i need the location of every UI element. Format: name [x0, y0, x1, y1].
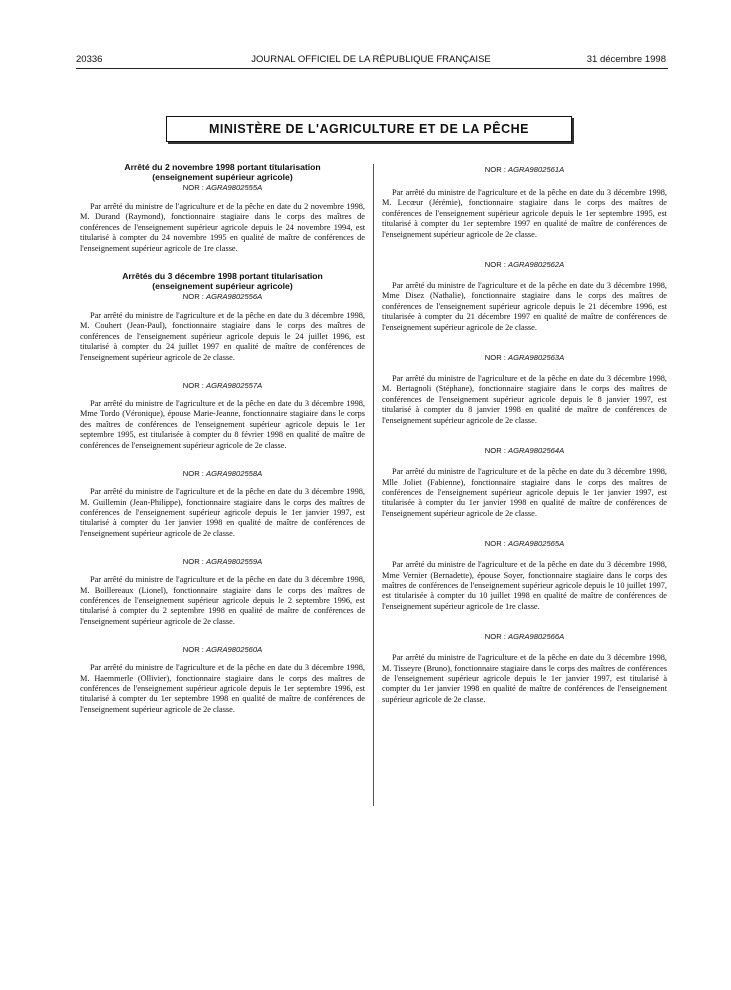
nor-code: AGRA9802556A [206, 292, 263, 302]
nor-label: NOR : [182, 557, 204, 567]
decree-text: Par arrêté du ministre de l'agriculture et de la pêche en date du 3 décembre 1998, M. Guillemin (Jean-Philippe), fonctionnaire stagiaire dans le corps des maîtres de conférences de l'enseignement supérieur agricole depuis le 1er janvier 1997, est titularisé à compter du 1er janvier 1998 en qualité de maître de conférences de l'enseignement supérieur agricole de 2e classe. [80, 487, 365, 538]
nor-code: AGRA9802558A [206, 469, 263, 479]
decree-block [80, 469, 365, 539]
nor-reference [382, 539, 667, 549]
header-rule [76, 68, 668, 69]
nor-label: NOR : [484, 260, 506, 270]
decree-block [80, 271, 365, 363]
nor-code: AGRA9802562A [508, 260, 565, 270]
ministry-box [166, 116, 572, 142]
nor-label: NOR : [484, 353, 506, 363]
nor-label: NOR : [484, 632, 506, 642]
decree-text: Par arrêté du ministre de l'agriculture et de la pêche en date du 3 décembre 1998, M. Couhert (Jean-Paul), fonctionnaire stagiaire dans le corps des maîtres de conférences de l'enseignement supérieur agricole depuis le 24 juillet 1996, est titularisé à compter du 24 juillet 1997 en qualité de maître de conférences de l'enseignement supérieur agricole de 2e classe. [80, 311, 365, 362]
nor-reference [80, 183, 365, 193]
nor-code: AGRA9802565A [508, 539, 565, 549]
nor-reference [382, 353, 667, 363]
decree-block [382, 260, 667, 333]
decree-subtitle: (enseignement supérieur agricole) [152, 281, 293, 292]
nor-reference [382, 632, 667, 642]
ministry-title: MINISTÈRE DE L'AGRICULTURE ET DE LA PÊCHE [208, 122, 529, 136]
nor-label: NOR : [182, 381, 204, 391]
nor-reference [80, 469, 365, 479]
nor-code: AGRA9802566A [508, 632, 565, 642]
nor-reference [382, 446, 667, 456]
decree-text: Par arrêté du ministre de l'agriculture et de la pêche en date du 3 décembre 1998, Mme Tordo (Véronique), épouse Marie-Jeanne, fonctionnaire stagiaire dans le corps des maîtres de conférences de l'enseignement supérieur agricole depuis le 1er septembre 1995, est titularisée à compter du 8 février 1998 en qualité de maître de conférences de l'enseignement supérieur agricole de 2e classe. [80, 399, 365, 450]
decree-title: Arrêté du 2 novembre 1998 portant titularisation [124, 162, 321, 172]
decree-block [80, 557, 365, 627]
nor-label: NOR : [182, 469, 204, 479]
nor-code: AGRA9802559A [206, 557, 263, 567]
journal-title: JOURNAL OFFICIEL DE LA RÉPUBLIQUE FRANÇAISE [251, 54, 491, 65]
right-column [382, 165, 667, 705]
page-number: 20336 [76, 54, 103, 65]
decree-text: Par arrêté du ministre de l'agriculture et de la pêche en date du 3 décembre 1998, Mlle Joliet (Fabienne), fonctionnaire stagiaire dans le corps des maîtres de conférences de l'enseignement supérieur agricole depuis le 1er janvier 1997, est titularisée à compter du 1er janvier 1998 en qualité de maître de conférences de l'enseignement supérieur agricole de 2e classe. [382, 467, 667, 518]
decree-text: Par arrêté du ministre de l'agriculture et de la pêche en date du 3 décembre 1998, Mme Disez (Nathalie), fonctionnaire stagiaire dans le corps des maîtres de conférences de l'enseignement supérieur agricole depuis le 21 décembre 1996, est titularisée à compter du 21 décembre 1997 en qualité de maître de conférences de l'enseignement supérieur agricole de 2e classe. [382, 281, 667, 332]
decree-text: Par arrêté du ministre de l'agriculture et de la pêche en date du 3 décembre 1998, Mme Vernier (Bernadette), épouse Soyer, fonctionnaire stagiaire dans le corps des maîtres de conférences de l'enseignement supérieur agricole depuis le 10 juillet 1997, est titularisée à compter du 10 juillet 1998 en qualité de maître de conférences de l'enseignement supérieur agricole de 1re classe. [382, 560, 667, 611]
nor-label: NOR : [484, 446, 506, 456]
nor-code: AGRA9802564A [508, 446, 565, 456]
nor-reference [382, 165, 667, 175]
decree-block [382, 632, 667, 705]
decree-subtitle: (enseignement supérieur agricole) [152, 172, 293, 182]
nor-code: AGRA9802555A [206, 183, 263, 192]
decree-block [80, 162, 365, 254]
decree-block [80, 645, 365, 715]
nor-code: AGRA9802557A [206, 381, 263, 391]
decree-text: Par arrêté du ministre de l'agriculture et de la pêche en date du 3 décembre 1998, M. Haemmerle (Ollivier), fonctionnaire stagiaire dans le corps des maîtres de conférences de l'enseignement supérieur agricole depuis le 1er septembre 1996, est titularisé à compter du 1er septembre 1998 en qualité de maître de conférences de l'enseignement supérieur agricole de 2e classe. [80, 663, 365, 714]
nor-label: NOR : [182, 645, 204, 655]
nor-reference [80, 292, 365, 302]
issue-date: 31 décembre 1998 [586, 54, 666, 65]
decree-block [382, 539, 667, 612]
decree-text: Par arrêté du ministre de l'agriculture et de la pêche en date du 2 novembre 1998, M. Durand (Raymond), fonctionnaire stagiaire dans le corps des maîtres de conférences de l'enseignement supérieur agricole depuis le 24 novembre 1994, est titularisé à compter du 24 novembre 1995 en qualité de maître de conférences de l'enseignement supérieur agricole de 1re classe. [80, 202, 365, 253]
nor-code: AGRA9802563A [508, 353, 565, 363]
nor-code: AGRA9802560A [206, 645, 263, 655]
nor-label: NOR : [484, 539, 506, 549]
decree-block [382, 165, 667, 240]
column-divider [373, 164, 374, 806]
left-column [80, 162, 365, 715]
decree-block [80, 381, 365, 451]
decree-title: Arrêtés du 3 décembre 1998 portant titularisation [122, 271, 323, 282]
decree-text: Par arrêté du ministre de l'agriculture et de la pêche en date du 3 décembre 1998, M. Lecœur (Jérémie), fonctionnaire stagiaire dans le corps des maîtres de conférences de l'enseignement supérieur agricole depuis le 1er septembre 1995, est titularisé à compter du 1er septembre 1997 en qualité de maître de conférences de l'enseignement supérieur agricole de 2e classe. [382, 188, 667, 239]
decree-text: Par arrêté du ministre de l'agriculture et de la pêche en date du 3 décembre 1998, M. Tisseyre (Bruno), fonctionnaire stagiaire dans le corps des maîtres de conférences de l'enseignement supérieur agricole depuis le 1er janvier 1997, est titularisé à compter du 1er janvier 1998 en qualité de maître de conférences de l'enseignement supérieur agricole de 2e classe. [382, 653, 667, 704]
nor-code: AGRA9802561A [508, 165, 565, 174]
nor-label: NOR : [484, 165, 506, 174]
decree-text: Par arrêté du ministre de l'agriculture et de la pêche en date du 3 décembre 1998, M. Boillereaux (Lionel), fonctionnaire stagiaire dans le corps des maîtres de conférences de l'enseignement supérieur agricole depuis le 2 septembre 1996, est titularisé à compter du 2 septembre 1998 en qualité de maître de conférences de l'enseignement supérieur agricole de 2e classe. [80, 575, 365, 626]
nor-label: NOR : [182, 292, 204, 302]
decree-block [382, 353, 667, 426]
nor-reference [382, 260, 667, 270]
nor-reference [80, 381, 365, 391]
nor-reference [80, 557, 365, 567]
decree-text: Par arrêté du ministre de l'agriculture et de la pêche en date du 3 décembre 1998, M. Bertagnoli (Stéphane), fonctionnaire stagiaire dans le corps des maîtres de conférences de l'enseignement supérieur agricole depuis le 8 janvier 1997, est titularisé à compter du 8 janvier 1998 en qualité de maître de conférences de l'enseignement supérieur agricole de 2e classe. [382, 374, 667, 425]
nor-reference [80, 645, 365, 655]
nor-label: NOR : [182, 183, 204, 192]
decree-block [382, 446, 667, 519]
